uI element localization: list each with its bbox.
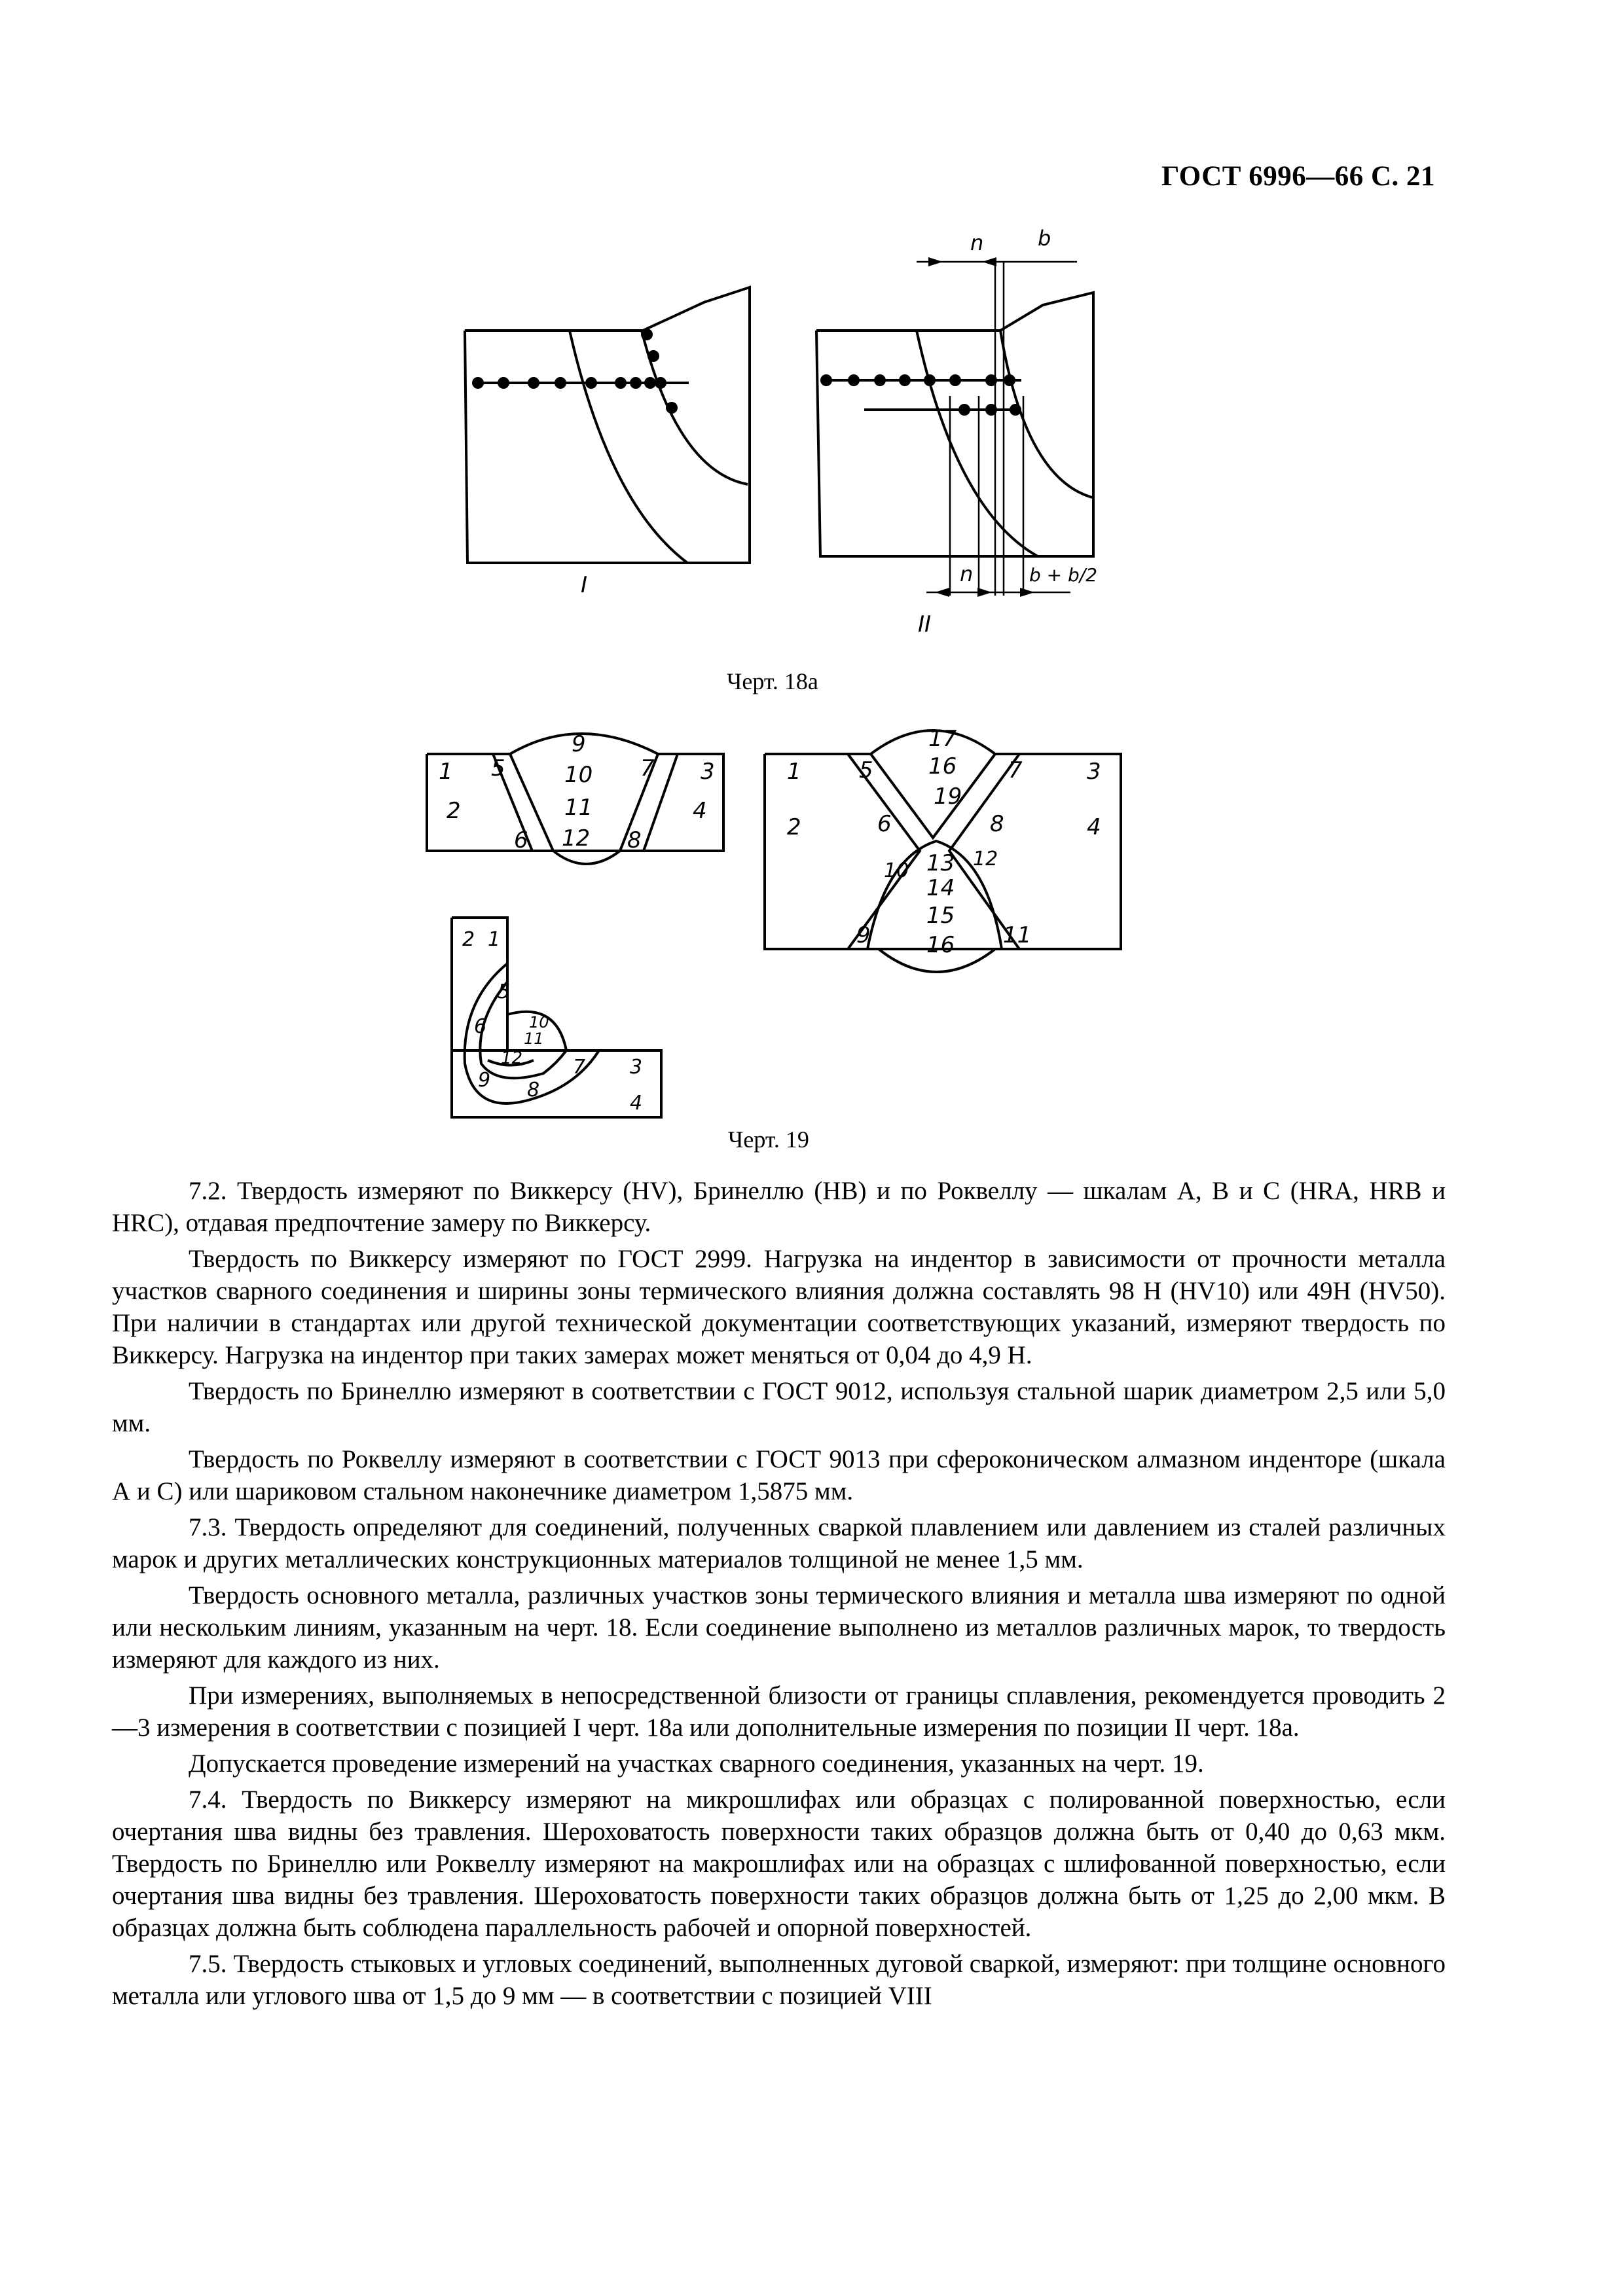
- figure-19: [419, 720, 1152, 1152]
- fig18a-label-b-half: b + b/2: [1029, 564, 1098, 586]
- paragraph: Твердость основного металла, различных участков зоны термического влияния и металла шва измеряют по одной или нескольким линиям, указанным на черт. 18. Если соединение выполнено из металлов различных марок, то твердость измеряют для каждого из них.: [112, 1581, 1446, 1674]
- fig19b-label-6: 6: [877, 811, 892, 837]
- fig18a-measure-points-1: [472, 329, 678, 414]
- fig19c-label-11: 11: [524, 1030, 544, 1048]
- fig19c-label-3: 3: [630, 1056, 643, 1079]
- paragraph: 7.5. Твердость стыковых и угловых соединений, выполненных дуговой сваркой, измеряют: при толщине основного металла или углового шва от 1,5 до 9 мм — в соответствии с позицией VIII: [112, 1950, 1446, 2010]
- fig19c-label-2: 2: [462, 928, 475, 951]
- fig18a-label-b-top: b: [1038, 226, 1051, 251]
- fig19b-label-10: 10: [884, 859, 909, 882]
- fig19a-label-5: 5: [491, 755, 505, 781]
- body-text: [112, 1175, 1446, 2016]
- fig19b-label-14: 14: [926, 875, 955, 901]
- fig19b-label-1: 1: [787, 759, 801, 785]
- fig19a-label-10: 10: [564, 762, 593, 788]
- paragraph: Твердость по Роквеллу измеряют в соответствии с ГОСТ 9013 при сфероконическом алмазном инденторе (шкала А и С) или шариковом стальном наконечнике диаметром 1,5875 мм.: [112, 1445, 1446, 1505]
- page-header: ГОСТ 6996—66 С. 21: [1161, 161, 1435, 192]
- fig19c-label-5: 5: [498, 980, 511, 1003]
- fig19a-label-11: 11: [564, 795, 593, 821]
- fig19a-label-8: 8: [627, 827, 642, 853]
- paragraph: 7.2. Твердость измеряют по Виккерсу (HV), Бринеллю (HB) и по Роквеллу — шкалам A, B и C (HRA, HRB и HRC), отдавая предпочтение замеру по Виккерсу.: [112, 1177, 1446, 1237]
- fig19a-label-4: 4: [693, 798, 707, 824]
- fig18a-label-n-top: n: [970, 230, 984, 255]
- fig19b-label-2: 2: [787, 814, 801, 840]
- fig19b-label-19: 19: [934, 783, 962, 810]
- figure-19-caption: Черт. 19: [728, 1126, 809, 1153]
- fig18a-label-n-bottom: n: [960, 562, 974, 586]
- fig19-butt-double: [765, 726, 1121, 972]
- figure-18a-caption: Черт. 18а: [727, 668, 818, 694]
- fig19-tee-joint: [452, 918, 661, 1117]
- fig19b-label-4: 4: [1087, 814, 1101, 840]
- paragraph: 7.3. Твердость определяют для соединений, полученных сваркой плавлением или давлением из сталей различных марок и других металлических конструкционных материалов толщиной не менее 1,5 мм.: [112, 1513, 1446, 1573]
- fig18a-label-position-1: I: [581, 572, 588, 598]
- fig19c-label-8: 8: [527, 1079, 540, 1102]
- fig18a-position-2: [816, 226, 1097, 637]
- fig19b-label-8: 8: [990, 811, 1004, 837]
- fig19b-label-11: 11: [1003, 922, 1032, 948]
- fig19a-label-6: 6: [514, 827, 528, 853]
- fig19a-label-1: 1: [439, 759, 453, 785]
- paragraph: Твердость по Бринеллю измеряют в соответствии с ГОСТ 9012, используя стальной шарик диаметром 2,5 или 5,0 мм.: [112, 1377, 1446, 1437]
- fig19a-label-9: 9: [572, 731, 586, 757]
- figure-18a: [445, 223, 1152, 641]
- fig19c-label-9: 9: [478, 1069, 491, 1092]
- fig19a-label-2: 2: [447, 798, 461, 824]
- fig19b-label-13: 13: [926, 850, 955, 876]
- paragraph: При измерениях, выполняемых в непосредственной близости от границы сплавления, рекомендуется проводить 2—3 измерения в соответствии с позицией I черт. 18а или дополнительные измерения по позиции II черт. 18а.: [112, 1681, 1446, 1742]
- fig19b-label-3: 3: [1087, 759, 1101, 785]
- fig19c-label-4: 4: [630, 1092, 643, 1115]
- fig19b-label-16-top: 16: [928, 753, 957, 780]
- paragraph: Допускается проведение измерений на участках сварного соединения, указанных на черт. 19.: [189, 1749, 1204, 1778]
- fig19b-label-15: 15: [926, 903, 955, 929]
- fig19c-label-7: 7: [573, 1056, 586, 1079]
- fig19b-label-5: 5: [859, 757, 873, 783]
- fig19a-label-3: 3: [701, 759, 715, 785]
- fig19-butt-single: [427, 731, 723, 864]
- fig19b-label-7: 7: [1008, 757, 1023, 783]
- fig19b-label-16-bottom: 16: [926, 932, 955, 958]
- paragraph: Твердость по Виккерсу измеряют по ГОСТ 2999. Нагрузка на индентор в зависимости от прочности металла участков сварного соединения и ширины зоны термического влияния должна составлять 98 Н (HV10) или 49Н (HV50). При наличии в стандартах или другой технической документации соответствующих указаний, измеряют твердость по Виккерсу. Нагрузка на индентор при таких замерах может меняться от 0,04 до 4,9 Н.: [112, 1245, 1446, 1369]
- fig18a-label-position-2: II: [918, 611, 932, 637]
- fig19c-label-12: 12: [501, 1049, 523, 1068]
- fig19b-label-9: 9: [856, 922, 871, 948]
- fig19b-label-12: 12: [973, 848, 998, 870]
- fig19c-label-1: 1: [488, 928, 501, 951]
- fig19a-label-7: 7: [640, 755, 655, 781]
- fig19c-label-6: 6: [474, 1015, 487, 1038]
- fig19c-label-10: 10: [529, 1013, 549, 1031]
- fig18a-position-1: [465, 287, 750, 598]
- fig19b-label-17: 17: [928, 726, 957, 752]
- fig19a-label-12: 12: [562, 825, 591, 852]
- paragraph: 7.4. Твердость по Виккерсу измеряют на микрошлифах или образцах с полированной поверхностью, если очертания шва видны без травления. Шероховатость поверхности таких образцов должна быть от 0,40 до 0,63 мкм. Твердость по Бринеллю или Роквеллу измеряют на макрошлифах или на образцах с шлифованной поверхностью, если очертания шва видны без травления. Шероховатость поверхности таких образцов должна быть от 1,25 до 2,00 мкм. В образцах должна быть соблюдена параллельность рабочей и опорной поверхностей.: [112, 1785, 1446, 1942]
